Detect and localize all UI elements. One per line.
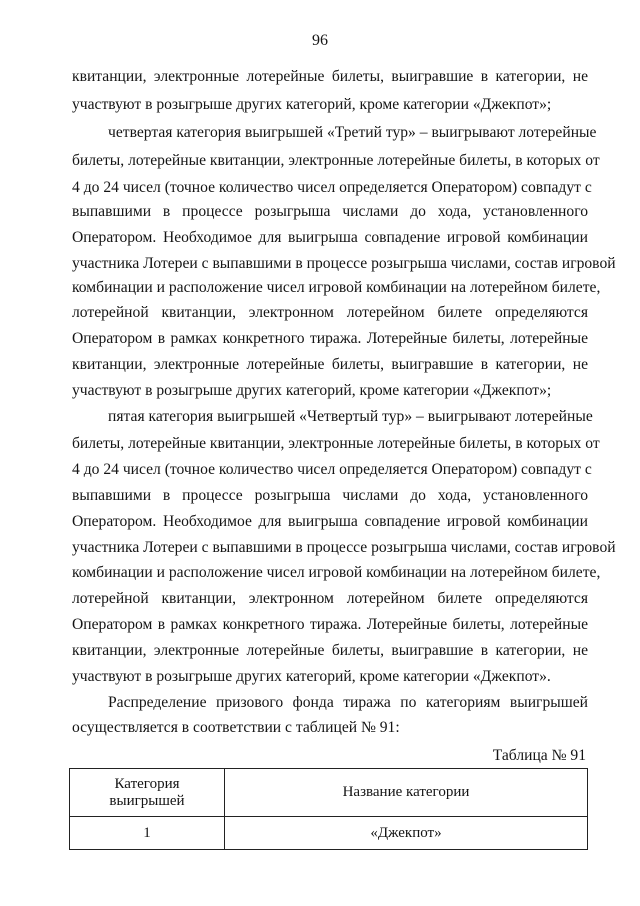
text-line: выпавшими в процессе розыгрыша числами до хода, установленного (72, 487, 588, 504)
text-line: квитанции, электронные лотерейные билеты, выигравшие в категории, не (72, 642, 588, 659)
cell-category-name: «Джекпот» (225, 817, 588, 850)
text-line: квитанции, электронные лотерейные билеты, выигравшие в категории, не (72, 356, 588, 373)
text-line: осуществляется в соответствии с таблицей № 91: (72, 719, 400, 736)
text-line: 4 до 24 чисел (точное количество чисел определяется Оператором) совпадут с (72, 461, 592, 478)
prize-category-table (69, 768, 588, 850)
text-line: участвуют в розыгрыше других категорий, кроме категории «Джекпот»; (72, 96, 552, 113)
text-line: Оператором в рамках конкретного тиража. Лотерейные билеты, лотерейные (72, 616, 588, 633)
table-caption: Таблица № 91 (492, 747, 586, 764)
text-line: участвуют в розыгрыше других категорий, кроме категории «Джекпот». (72, 668, 551, 685)
header-category (70, 769, 225, 817)
table-row (70, 817, 588, 850)
text-line: 4 до 24 чисел (точное количество чисел определяется Оператором) совпадут с (72, 179, 592, 196)
paragraph-start-line: пятая категория выигрышей «Четвертый тур» – выигрывают лотерейные (108, 408, 593, 425)
header-category-line2: выигрышей (109, 792, 185, 809)
text-line: Оператором. Необходимое для выигрыша совпадение игровой комбинации (72, 229, 588, 246)
paragraph-start-line: четвертая категория выигрышей «Третий тур» – выигрывают лотерейные (108, 124, 597, 141)
header-category-name: Название категории (225, 769, 588, 817)
text-line: лотерейной квитанции, электронном лотерейном билете определяются (72, 590, 588, 607)
text-line: участника Лотереи с выпавшими в процессе розыгрыша числами, состав игровой (72, 539, 616, 556)
text-line: Оператором. Необходимое для выигрыша совпадение игровой комбинации (72, 513, 588, 530)
text-line: участника Лотереи с выпавшими в процессе розыгрыша числами, состав игровой (72, 255, 616, 272)
cell-category-number: 1 (70, 817, 225, 850)
text-line: Оператором в рамках конкретного тиража. Лотерейные билеты, лотерейные (72, 330, 588, 347)
text-line: комбинации и расположение чисел игровой комбинации на лотерейном билете, (72, 279, 601, 296)
text-line: выпавшими в процессе розыгрыша числами до хода, установленного (72, 203, 588, 220)
text-line: лотерейной квитанции, электронном лотерейном билете определяются (72, 304, 588, 321)
text-line: участвуют в розыгрыше других категорий, кроме категории «Джекпот»; (72, 382, 552, 399)
text-line: билеты, лотерейные квитанции, электронные лотерейные билеты, в которых от (72, 435, 600, 452)
text-line: комбинации и расположение чисел игровой комбинации на лотерейном билете, (72, 564, 601, 581)
text-line: билеты, лотерейные квитанции, электронные лотерейные билеты, в которых от (72, 152, 600, 169)
page-number: 96 (312, 32, 328, 49)
text-line: квитанции, электронные лотерейные билеты, выигравшие в категории, не (72, 68, 588, 85)
table-header-row (70, 769, 588, 817)
paragraph-start-line: Распределение призового фонда тиража по категориям выигрышей (108, 694, 588, 711)
header-category-line1: Категория (114, 775, 180, 792)
